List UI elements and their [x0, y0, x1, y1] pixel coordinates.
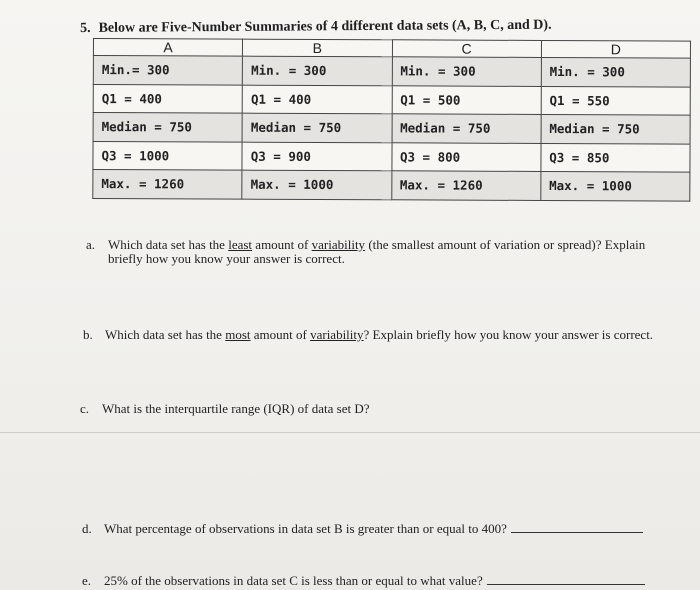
table-cell: Max. = 1260: [391, 171, 540, 200]
table-cell: Q1 = 400: [242, 85, 391, 114]
column-header-b: B: [243, 39, 392, 57]
table-row-max: [93, 170, 690, 201]
summary-table: [92, 38, 691, 201]
table-cell: Q1 = 550: [541, 86, 690, 115]
table-cell: Median = 750: [93, 113, 242, 142]
column-header-c: C: [392, 40, 541, 58]
table-cell: Median = 750: [541, 114, 690, 143]
answer-blank-e[interactable]: [487, 584, 645, 585]
question-text: amount of: [252, 237, 312, 252]
table-row-min: [93, 56, 690, 87]
answer-blank-d[interactable]: [511, 532, 643, 533]
table-cell: Max. = 1000: [242, 170, 391, 199]
question-label: b.: [83, 327, 93, 342]
question-c: [80, 401, 369, 417]
table-cell: Median = 750: [392, 114, 541, 143]
emphasis-variability: variability: [311, 237, 366, 252]
question-text: (the smallest amount of variation or spread)? Explain: [365, 237, 646, 252]
question-text: What is the interquartile range (IQR) of data set D?: [102, 401, 370, 416]
question-text: What percentage of observations in data set B is greater than or equal to 400?: [104, 521, 507, 536]
question-text: Which data set has the: [108, 237, 229, 252]
table-cell: Q3 = 800: [391, 142, 540, 171]
table-row-q3: [93, 141, 690, 172]
question-title: Below are Five-Number Summaries of 4 different data sets (A, B, C, and D).: [98, 17, 552, 36]
table-row-median: [93, 113, 690, 144]
table-cell: Min.= 300: [93, 56, 242, 85]
table-cell: Q3 = 900: [242, 142, 391, 171]
table-cell: Min. = 300: [392, 57, 541, 86]
question-label: d.: [82, 521, 92, 536]
question-e: [82, 573, 645, 589]
emphasis-variability: variability: [310, 327, 364, 342]
question-text: amount of: [250, 327, 311, 342]
column-header-d: D: [541, 40, 690, 58]
question-a-line2: briefly how you know your answer is correct.: [108, 251, 345, 266]
page-fold-line: [0, 432, 700, 433]
question-b: [83, 327, 653, 343]
question-heading: [80, 18, 552, 37]
question-number: 5.: [80, 20, 91, 36]
table-cell: Q1 = 500: [392, 85, 541, 114]
question-label: a.: [86, 237, 96, 252]
question-text: Which data set has the: [105, 327, 226, 342]
table-cell: Max. = 1260: [93, 170, 242, 199]
table-cell: Q3 = 850: [541, 143, 690, 172]
emphasis-most: most: [225, 327, 251, 342]
question-label: c.: [80, 401, 90, 416]
question-text: 25% of the observations in data set C is less than or equal to what value?: [104, 573, 483, 588]
table-cell: Min. = 300: [541, 57, 690, 86]
emphasis-least: least: [228, 237, 253, 252]
table-cell: Q1 = 400: [93, 84, 242, 113]
question-text: ? Explain briefly how you know your answer is correct.: [363, 327, 654, 342]
table-cell: Min. = 300: [243, 56, 392, 85]
table-cell: Max. = 1000: [541, 171, 690, 200]
table-cell: Median = 750: [242, 113, 391, 142]
question-label: e.: [82, 573, 92, 588]
table-row-q1: [93, 84, 690, 115]
table-cell: Q3 = 1000: [93, 141, 242, 170]
question-d: [82, 521, 643, 537]
five-number-summary-table: [92, 38, 691, 201]
column-header-a: A: [93, 39, 242, 57]
